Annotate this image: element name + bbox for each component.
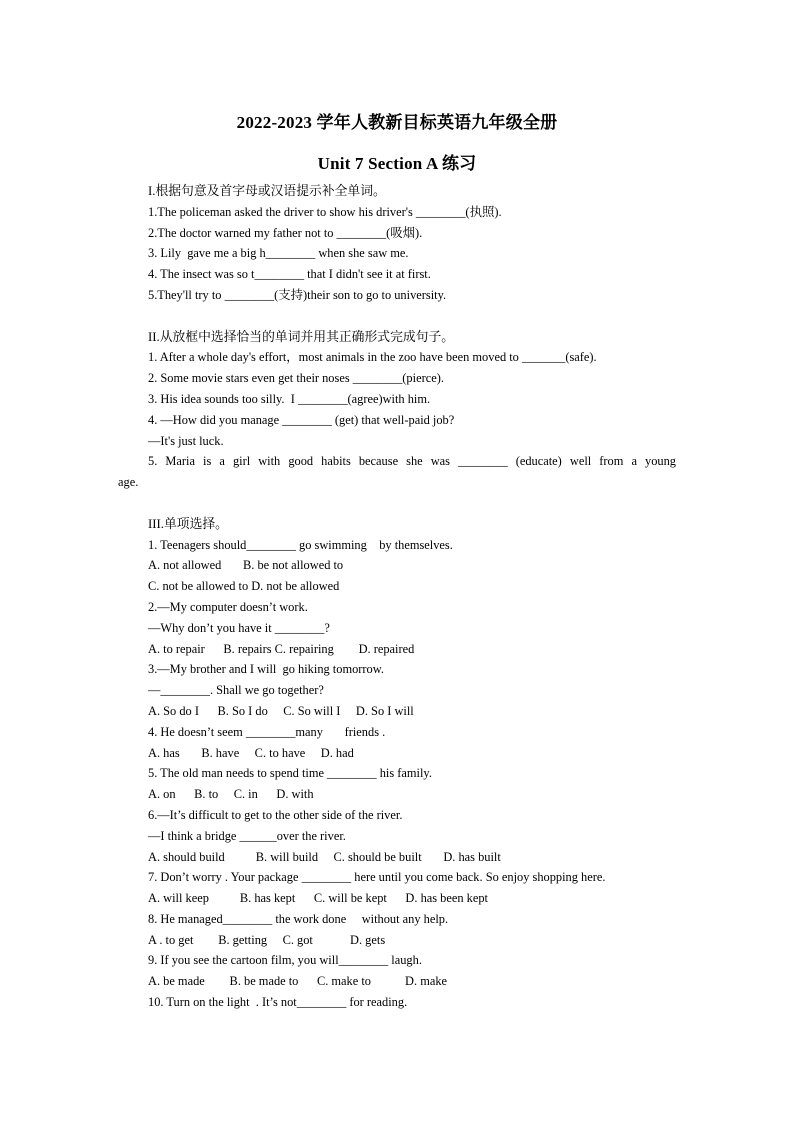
question-line: 2.The doctor warned my father not to ________(吸烟). — [148, 225, 423, 240]
option-line: A . to get B. getting C. got D. gets — [148, 932, 386, 947]
answer-line: —It's just luck. — [148, 433, 224, 448]
question-line: 3. His idea sounds too silly. I ________(agree)with him. — [148, 391, 431, 406]
question-line: 10. Turn on the light . It’s not________ for reading. — [148, 995, 408, 1010]
option-line: A. be made B. be made to C. make to D. make — [148, 974, 448, 989]
question-line: 5. The old man needs to spend time ________ his family. — [148, 766, 432, 781]
option-line: A. not allowed B. be not allowed to — [148, 558, 344, 573]
option-line: C. not be allowed to D. not be allowed — [148, 579, 340, 594]
option-line: A. should build B. will build C. should be built D. has built — [148, 849, 501, 864]
question-line: 6.—It’s difficult to get to the other side of the river. — [148, 807, 403, 822]
spacer — [148, 306, 678, 327]
section-heading: III.单项选择。 — [148, 516, 228, 531]
question-line: 2. Some movie stars even get their noses ________(pierce). — [148, 371, 444, 386]
section-heading: II.从放框中选择恰当的单词并用其正确形式完成句子。 — [148, 329, 455, 344]
option-line: A. has B. have C. to have D. had — [148, 745, 354, 760]
question-line: 4. The insect was so t________ that I didn't see it at first. — [148, 267, 431, 282]
question-line: 3.—My brother and I will go hiking tomorrow. — [148, 662, 384, 677]
question-line: 3. Lily gave me a big h________ when she saw me. — [148, 246, 409, 261]
document-title: 2022-2023 学年人教新目标英语九年级全册 — [236, 113, 558, 132]
option-line: A. on B. to C. in D. with — [148, 787, 314, 802]
question-line-continued: age. — [118, 475, 139, 490]
question-line: —I think a bridge ______over the river. — [148, 828, 346, 843]
question-line: 4. —How did you manage ________ (get) that well-paid job? — [148, 412, 455, 427]
question-line: 1. Teenagers should________ go swimming by themselves. — [148, 537, 453, 552]
question-line: 2.—My computer doesn’t work. — [148, 599, 308, 614]
question-line: 1.The policeman asked the driver to show his driver's ________(执照). — [148, 204, 502, 219]
question-line: 1. After a whole day's effort，most animals in the zoo have been moved to _______(safe). — [148, 350, 597, 365]
section-heading: I.根据句意及首字母或汉语提示补全单词。 — [148, 184, 386, 198]
question-line: 9. If you see the cartoon film, you will________ laugh. — [148, 953, 422, 968]
option-line: A. will keep B. has kept C. will be kept D. has been kept — [148, 891, 488, 906]
document-subtitle: Unit 7 Section A 练习 — [317, 154, 477, 173]
spacer — [148, 493, 678, 514]
option-line: A. to repair B. repairs C. repairing D. repaired — [148, 641, 415, 656]
question-line: 7. Don’t worry . Your package ________ here until you come back. So enjoy shopping here. — [148, 870, 606, 885]
question-line: 8. He managed________ the work done without any help. — [148, 911, 449, 926]
question-line: 4. He doesn’t seem ________many friends . — [148, 724, 386, 739]
question-line: —Why don’t you have it ________? — [148, 620, 330, 635]
option-line: A. So do I B. So I do C. So will I D. So I will — [148, 703, 414, 718]
exercise-body — [118, 181, 678, 1013]
question-line: 5.They'll try to ________(支持)their son to go to university. — [148, 287, 447, 302]
question-line: —________. Shall we go together? — [148, 683, 324, 698]
question-line: 5. Maria is a girl with good habits because she was ________ (educate) well from a young — [148, 454, 676, 469]
